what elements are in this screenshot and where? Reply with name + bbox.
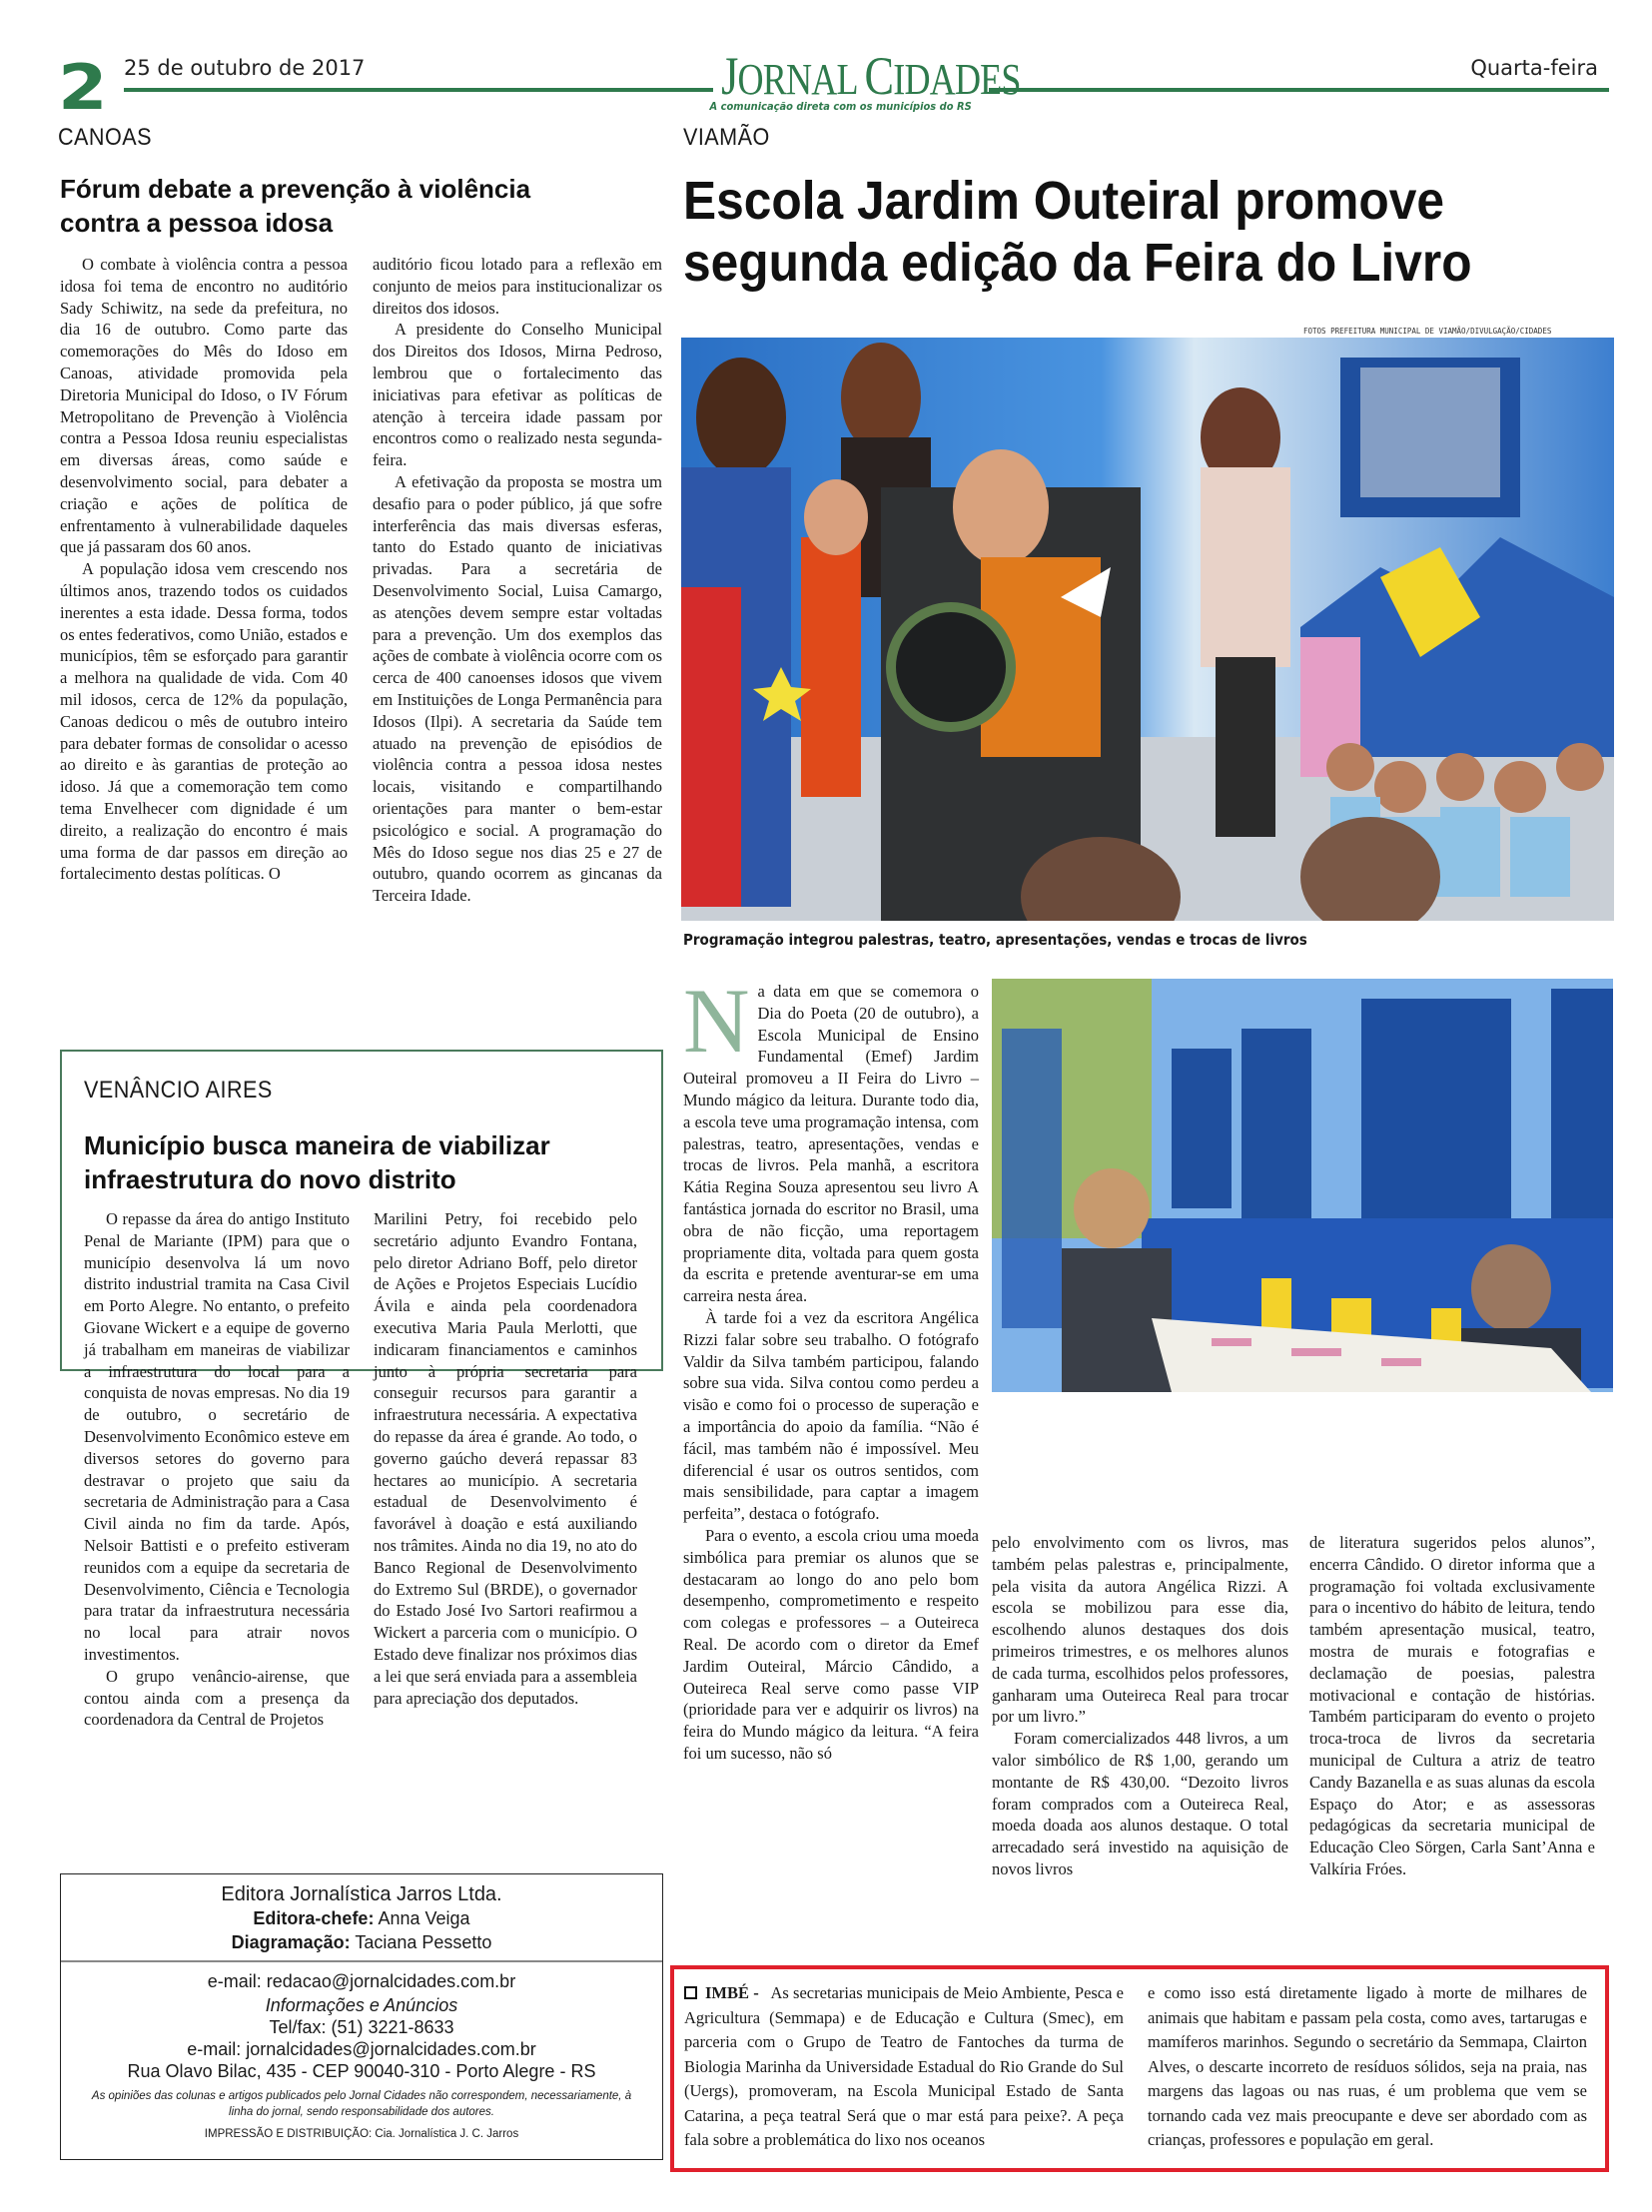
weekday: Quarta-feira bbox=[1470, 56, 1598, 80]
telfax: Tel/fax: (51) 3221-8633 bbox=[269, 2017, 454, 2037]
headline-venancio: Município busca maneira de viabilizar infraestrutura do novo distrito bbox=[84, 1130, 550, 1194]
general-email[interactable]: e-mail: jornalcidades@jornalcidades.com.br bbox=[187, 2039, 536, 2059]
photo-credit: FOTOS PREFEITURA MUNICIPAL DE VIAMÃO/DIVULGAÇÃO/CIDADES bbox=[1303, 327, 1552, 336]
section-label-viamao: VIAMÃO bbox=[683, 124, 770, 151]
imbe-col1: IMBÉ - As secretarias municipais de Meio Ambiente, Pesca e Agricultura (Semmapa) e de Educação e Cultura (Smec), em parceria com o Grupo de Teatro de Fantoches da turma de Biologia Marinha da Universidade Estadual do Rio Grande do Sul (Uergs), promoveram, na Escola Municipal Estado de Santa Catarina, a peça teatral Será que o mar está para peixe?. A peça fala sobre a problemática do lixo nos oceanos bbox=[684, 1983, 1125, 2149]
paragraph: A população idosa vem crescendo nos últimos anos, trazendo todos os cuidados inerentes a esta idade. Dessa forma, todos os entes federativos, como União, estados e municípios, têm se esforçado para garantir a melhora na qualidade de vida. Com 40 mil idosos, cerca de 12% da população, Canoas dedicou o mês de outubro inteiro para debater formas de consolidar o acesso ao direito e às garantias de proteção ao idoso. Já que a comemoração tem como tema Envelhecer com dignidade é um direito, a realização do encontro é mais uma forma de dar passos em direção ao fortalecimento destas políticas. O bbox=[60, 559, 348, 884]
checkbox-bullet-icon bbox=[684, 1986, 697, 1999]
article-viamao-col3 bbox=[1309, 1532, 1595, 1880]
imbe-news-box bbox=[670, 1965, 1609, 2172]
photo-caption: Programação integrou palestras, teatro, apresentações, vendas e trocas de livros bbox=[683, 931, 1307, 949]
headline-canoas: Fórum debate a prevenção à violência contra a pessoa idosa bbox=[60, 174, 531, 238]
imbe-tag: IMBÉ - bbox=[705, 1983, 759, 2002]
editor-chief: Editora-chefe: Anna Veiga bbox=[253, 1908, 470, 1928]
paragraph: auditório ficou lotado para a reflexão em conjunto de meios para institucionalizar os direitos dos idosos. bbox=[373, 255, 662, 318]
address: Rua Olavo Bilac, 435 - CEP 90040-310 - Porto Alegre - RS bbox=[127, 2061, 596, 2081]
paragraph: Para o evento, a escola criou uma moeda simbólica para premiar os alunos que se destacaram ao longo do ano pelo bom desempenho, comprometimento e respeito com colegas e professores – a Outeireca Real. De acordo com o diretor da Emef Jardim Outeiral, Márcio Cândido, a Outeireca Real serve como passe VIP (prioridade para ver e adquirir os livros) na feira do Mundo mágico da leitura. “A feira foi um sucesso, não só bbox=[683, 1525, 979, 1763]
masthead-box bbox=[60, 1873, 663, 2160]
paragraph: À tarde foi a vez da escritora Angélica Rizzi falar sobre seu trabalho. O fotógrafo Valdir da Silva também participou, falando sobre sua vida. Silva contou como perdeu a visão e como foi o processo de superação e a importância do apoio da família. “Não é fácil, mas também não é impossível. Meu diferencial é usar os outros sentidos, com mais sensibilidade, para captar a imagem perfeita”, destaca o fotógrafo. bbox=[683, 1307, 979, 1524]
photo-image bbox=[992, 979, 1613, 1392]
info-ads-label: Informações e Anúncios bbox=[265, 1995, 458, 2015]
paragraph: O repasse da área do antigo Instituto Penal de Mariante (IPM) para que o município desenvolva lá um novo distrito industrial tramita na Casa Civil em Porto Alegre. No entanto, o prefeito Giovane Wickert e a equipe de governo já trabalham em maneiras de viabilizar a infraestrutura do local para a conquista de novas empresas. No dia 19 de outubro, o secretário de Desenvolvimento Econômico esteve em diversos setores do governo para destravar o projeto que saiu da secretaria de Administração para a Casa Civil ainda no fim da tarde. Após, Nelsoir Battisti e o prefeito estiveram reunidos com a equipe da secretaria de Desenvolvimento, Ciência e Tecnologia para tratar da infraestrutura necessária no local para atrair novos investimentos. bbox=[84, 1209, 350, 1664]
header-rule-left bbox=[124, 88, 713, 92]
section-label-canoas: CANOAS bbox=[58, 124, 152, 151]
issue-date: 25 de outubro de 2017 bbox=[124, 56, 366, 80]
disclaimer: As opiniões das colunas e artigos publicados pelo Jornal Cidades não correspondem, necessariamente, à linha do jornal, sendo responsabilidade dos autores. bbox=[91, 2090, 632, 2118]
drop-cap: N bbox=[683, 970, 750, 1072]
article-venancio-col1 bbox=[84, 1208, 350, 1731]
article-canoas-col2 bbox=[373, 254, 662, 907]
header-rule-right bbox=[989, 88, 1609, 92]
headline-viamao: Escola Jardim Outeiral promove segunda edição da Feira do Livro bbox=[683, 171, 1472, 293]
page-number: 2 bbox=[58, 51, 108, 124]
masthead-contact bbox=[61, 1962, 662, 2142]
masthead-editorial bbox=[61, 1874, 662, 1962]
section-label-venancio: VENÂNCIO AIRES bbox=[84, 1077, 273, 1104]
printing-credit: IMPRESSÃO E DISTRIBUIÇÃO: Cia. Jornalística J. C. Jarros bbox=[204, 2128, 519, 2140]
logo-title: JORNAL CIDADES bbox=[721, 46, 1021, 106]
paragraph: de literatura sugeridos pelos alunos”, encerra Cândido. O diretor informa que a programação foi voltada exclusivamente para o incentivo do hábito de leitura, tendo também apresentação musical, teatro, mostra de murais e fotografias e declamação de poesias, palestra motivacional e contação de histórias. Também participaram do evento o projeto troca-troca de livros da secretaria municipal de Cultura a atriz de teatro Candy Bazanella e as suas alunas da escola Espaço do Ator; e as assessoras pedagógicas da secretaria municipal de Educação Cleo Sörgen, Carla Sant’Anna e Valkíria Fróes. bbox=[1309, 1533, 1595, 1878]
paragraph: A presidente do Conselho Municipal dos Direitos dos Idosos, Mirna Pedroso, lembrou que o fortalecimento das iniciativas para efetivar as políticas de atenção à terceira idade passam por encontros como o realizado nesta segunda-feira. bbox=[373, 320, 662, 470]
paragraph: A efetivação da proposta se mostra um desafio para o poder público, já que sofre interferência das mais diversas esferas, tanto do Estado quanto de iniciativas privadas. Para a secretária de Desenvolvimento Social, Luisa Camargo, as atenções devem sempre estar voltadas para a prevenção. Um dos exemplos das ações de combate à violência ocorre com os cerca de 400 canoenses idosos que vivem em Instituições de Longa Permanência para Idosos (Ilpi). A secretaria da Saúde tem atuado na prevenção de episódios de violência contra a pessoa idosa nestes locais, visitando e compartilhando orientações para manter o bem-estar psicológico e social. A programação do Mês do Idoso segue nos dias 25 e 27 de outubro, quando ocorrem as gincanas da Terceira Idade. bbox=[373, 471, 662, 906]
article-venancio-col2 bbox=[374, 1208, 637, 1709]
paragraph: Marilini Petry, foi recebido pelo secretário adjunto Evandro Fontana, pelo diretor Adriano Boff, pelo diretor de Ações e Projetos Especiais Lucídio Ávila e ainda pela coordenadora executiva Maria Paula Merlotti, que indicaram financiamentos e caminhos junto à própria secretaria para conseguir recursos para garantir a infraestrutura necessária. A expectativa do repasse da área é grande. Ao todo, o governo gaúcho deverá repassar 83 hectares ao município. A secretaria estadual de Desenvolvimento é favorável à doação e está auxiliando nos trâmites. Ainda no dia 19, no ato do Banco Regional de Desenvolvimento do Extremo Sul (BRDE), o governador do Estado José Ivo Sartori reafirmou a Wickert a parceria com o município. O Estado deve finalizar nos próximos dias a lei que será enviada para a assembleia para apreciação dos deputados. bbox=[374, 1209, 637, 1708]
paragraph: O combate à violência contra a pessoa idosa foi tema de encontro no auditório Sady Schiwitz, na sede da prefeitura, no dia 16 de outubro. Como parte das comemorações do Mês do Idoso em Canoas, atividade promovida pela Diretoria Municipal do Idoso, o IV Fórum Metropolitano de Prevenção à Violência contra a Pessoa Idosa reuniu especialistas em diversas áreas, como saúde e desenvolvimento social, para debater a criação e ações de política de enfrentamento à vulnerabilidade daqueles que já passaram dos 60 anos. bbox=[60, 255, 348, 557]
article-viamao-col1 bbox=[683, 970, 979, 1765]
paragraph: pelo envolvimento com os livros, mas também pelas palestras e, principalmente, pela visita da autora Angélica Rizzi. A escola se mobilizou para esse dia, escolhendo alunos destaques dos dois primeiros trimestres, e os melhores alunos de cada turma, escolhidos pelos professores, ganharam uma Outeireca Real para trocar por um livro.” bbox=[992, 1533, 1288, 1727]
publisher-name: Editora Jornalística Jarros Ltda. bbox=[221, 1883, 502, 1905]
photo-image bbox=[681, 338, 1614, 921]
logo-tagline: A comunicação direta com os municípios do RS bbox=[709, 100, 972, 113]
layout-credit: Diagramação: Taciana Pessetto bbox=[231, 1932, 492, 1952]
article-viamao-col2 bbox=[992, 1532, 1288, 1880]
photo-book-fair bbox=[992, 979, 1613, 1392]
paragraph: Na data em que se comemora o Dia do Poeta (20 de outubro), a Escola Municipal de Ensino Fundamental (Emef) Jardim Outeiral promoveu a II Feira do Livro – Mundo mágico da leitura. Durante todo dia, a escola teve uma programação intensa, com palestras, teatro, apresentações, vendas e trocas de livros. Pela manhã, a escritora Kátia Regina Souza apresentou seu livro A fantástica jornada do escritor no Brasil, uma obra de não ficção, uma reportagem propriamente dita, voltada para quem gosta da escrita e pretende aventurar-se em uma carreira nesta área. bbox=[683, 970, 979, 1306]
newsroom-email[interactable]: e-mail: redacao@jornalcidades.com.br bbox=[207, 1971, 516, 1991]
masthead-logo bbox=[695, 46, 1021, 113]
paragraph: Foram comercializados 448 livros, a um valor simbólico de R$ 1,00, gerando um montante de R$ 430,00. “Dezoito livros foram comprados com a Outeireca Real, moeda doada aos alunos destaque. O total arrecadado será investido na aquisição de novos livros bbox=[992, 1729, 1288, 1878]
photo-magician-performance bbox=[681, 338, 1614, 921]
article-canoas-col1 bbox=[60, 254, 348, 885]
paragraph: O grupo venâncio-airense, que contou ainda com a presença da coordenadora da Central de Projetos bbox=[84, 1666, 350, 1730]
imbe-col2: e como isso está diretamente ligado à morte de milhares de animais que habitam e passam pela costa, como aves, tartarugas e mamíferos marinhos. Segundo o secretário da Semmapa, Clairton Alves, o descarte incorreto de resíduos sólidos, seja na praia, nas margens das lagoas ou nas ruas, é um problema que vem se tornando cada vez mais preocupante e deve ser abordado com as crianças, professores e população em geral. bbox=[1148, 1983, 1587, 2149]
